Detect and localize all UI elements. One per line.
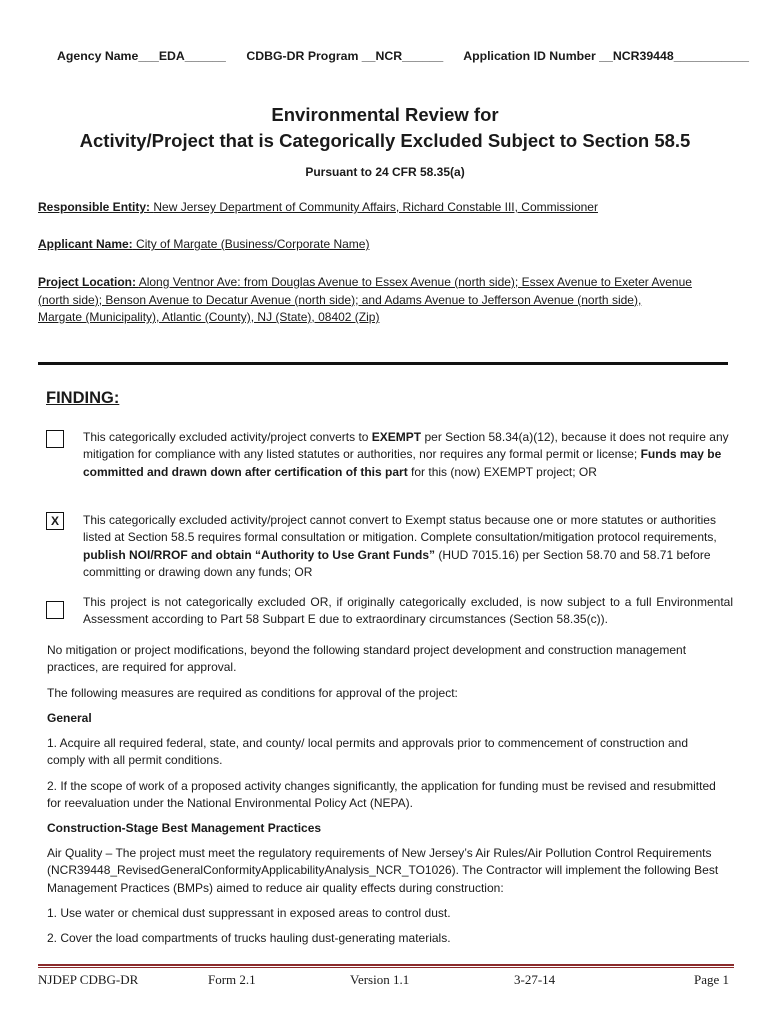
general-item-1: 1. Acquire all required federal, state, and county/ local permits and approvals prior to commencement of construction and comply with all permit conditions. <box>47 736 689 768</box>
application-id: Application ID Number __NCR39448___________ <box>463 49 749 63</box>
air-quality-paragraph: Air Quality – The project must meet the regulatory requirements of New Jersey’s Air Rules/Air Pollution Control Requirements (NCR39448_RevisedGeneralConformityApplicabilityAnalysis_NCR_TO1026). The Contractor will implement the following Best Management Practices (BMPs) aimed to reduce air quality effects during construction: <box>47 846 719 895</box>
measures-paragraph: The following measures are required as conditions for approval of the project: <box>47 686 458 700</box>
cannot-convert-checkbox[interactable]: X <box>46 512 64 530</box>
full-ea-checkbox[interactable] <box>46 601 64 619</box>
footer-form: Form 2.1 <box>208 972 256 987</box>
footer-rule-thin <box>38 967 734 968</box>
option-exempt-text: This categorically excluded activity/project converts to EXEMPT per Section 58.34(a)(12), because it does not require any mitigation for compliance with any listed statutes or authorities, nor requires any formal permit or license; Funds may be committed and drawn down after certification of this part for this (now) EXEMPT project; OR <box>83 430 729 479</box>
bmp-heading: Construction-Stage Best Management Practices <box>47 821 322 835</box>
footer-date: 3-27-14 <box>514 972 556 987</box>
footer-agency: NJDEP CDBG-DR <box>38 972 139 987</box>
general-heading: General <box>47 711 92 725</box>
bmp-item-1: 1. Use water or chemical dust suppressant in exposed areas to control dust. <box>47 906 451 920</box>
footer-page: Page 1 <box>694 972 730 987</box>
subtitle: Pursuant to 24 CFR 58.35(a) <box>305 165 465 179</box>
general-item-2: 2. If the scope of work of a proposed activity changes significantly, the application for funding must be revised and resubmitted for reevaluation under the National Environmental Policy Act (NEPA). <box>47 779 716 811</box>
title-line-1: Environmental Review for <box>271 104 499 125</box>
footer-rule <box>38 964 734 966</box>
program-name: CDBG-DR Program __NCR______ <box>246 49 444 63</box>
option-full-ea-text: This project is not categorically excluded OR, if originally categorically excluded, is now subject to a full Environmental Assessment according to Part 58 Subpart E due to extraordinary circumstances (Section 58.35(c)). <box>83 595 733 627</box>
bmp-item-2: 2. Cover the load compartments of trucks hauling dust-generating materials. <box>47 931 451 945</box>
section-divider <box>38 362 728 365</box>
form-header <box>57 49 749 63</box>
applicant-name: Applicant Name: City of Margate (Business/Corporate Name) <box>38 237 370 251</box>
project-location: Project Location: Along Ventnor Ave: from Douglas Avenue to Essex Avenue (north side); Essex Avenue to Exeter Avenue (north side); Benson Avenue to Decatur Avenue (north side); and Adams Avenue to Jefferson Avenue (north side), Margate (Municipality), Atlantic (County), NJ (State), 08402 (Zip) <box>38 275 692 324</box>
footer-version: Version 1.1 <box>350 972 410 987</box>
title-line-2: Activity/Project that is Categorically Excluded Subject to Section 58.5 <box>79 130 691 151</box>
exempt-checkbox[interactable] <box>46 430 64 448</box>
agency-name: Agency Name___EDA______ <box>57 49 226 63</box>
responsible-entity: Responsible Entity: New Jersey Department of Community Affairs, Richard Constable III, Commissioner <box>38 200 598 214</box>
finding-heading: FINDING: <box>46 389 120 407</box>
no-mitigation-paragraph: No mitigation or project modifications, beyond the following standard project development and construction management practices, are required for approval. <box>47 643 687 675</box>
option-cannot-convert-text: This categorically excluded activity/project cannot convert to Exempt status because one or more statutes or authorities listed at Section 58.5 requires formal consultation or mitigation. Complete consultation/mitigation protocol requirements, publish NOI/RROF and obtain “Authority to Use Grant Funds” (HUD 7015.16) per Section 58.70 and 58.71 before committing or drawing down any funds; OR <box>83 513 717 579</box>
